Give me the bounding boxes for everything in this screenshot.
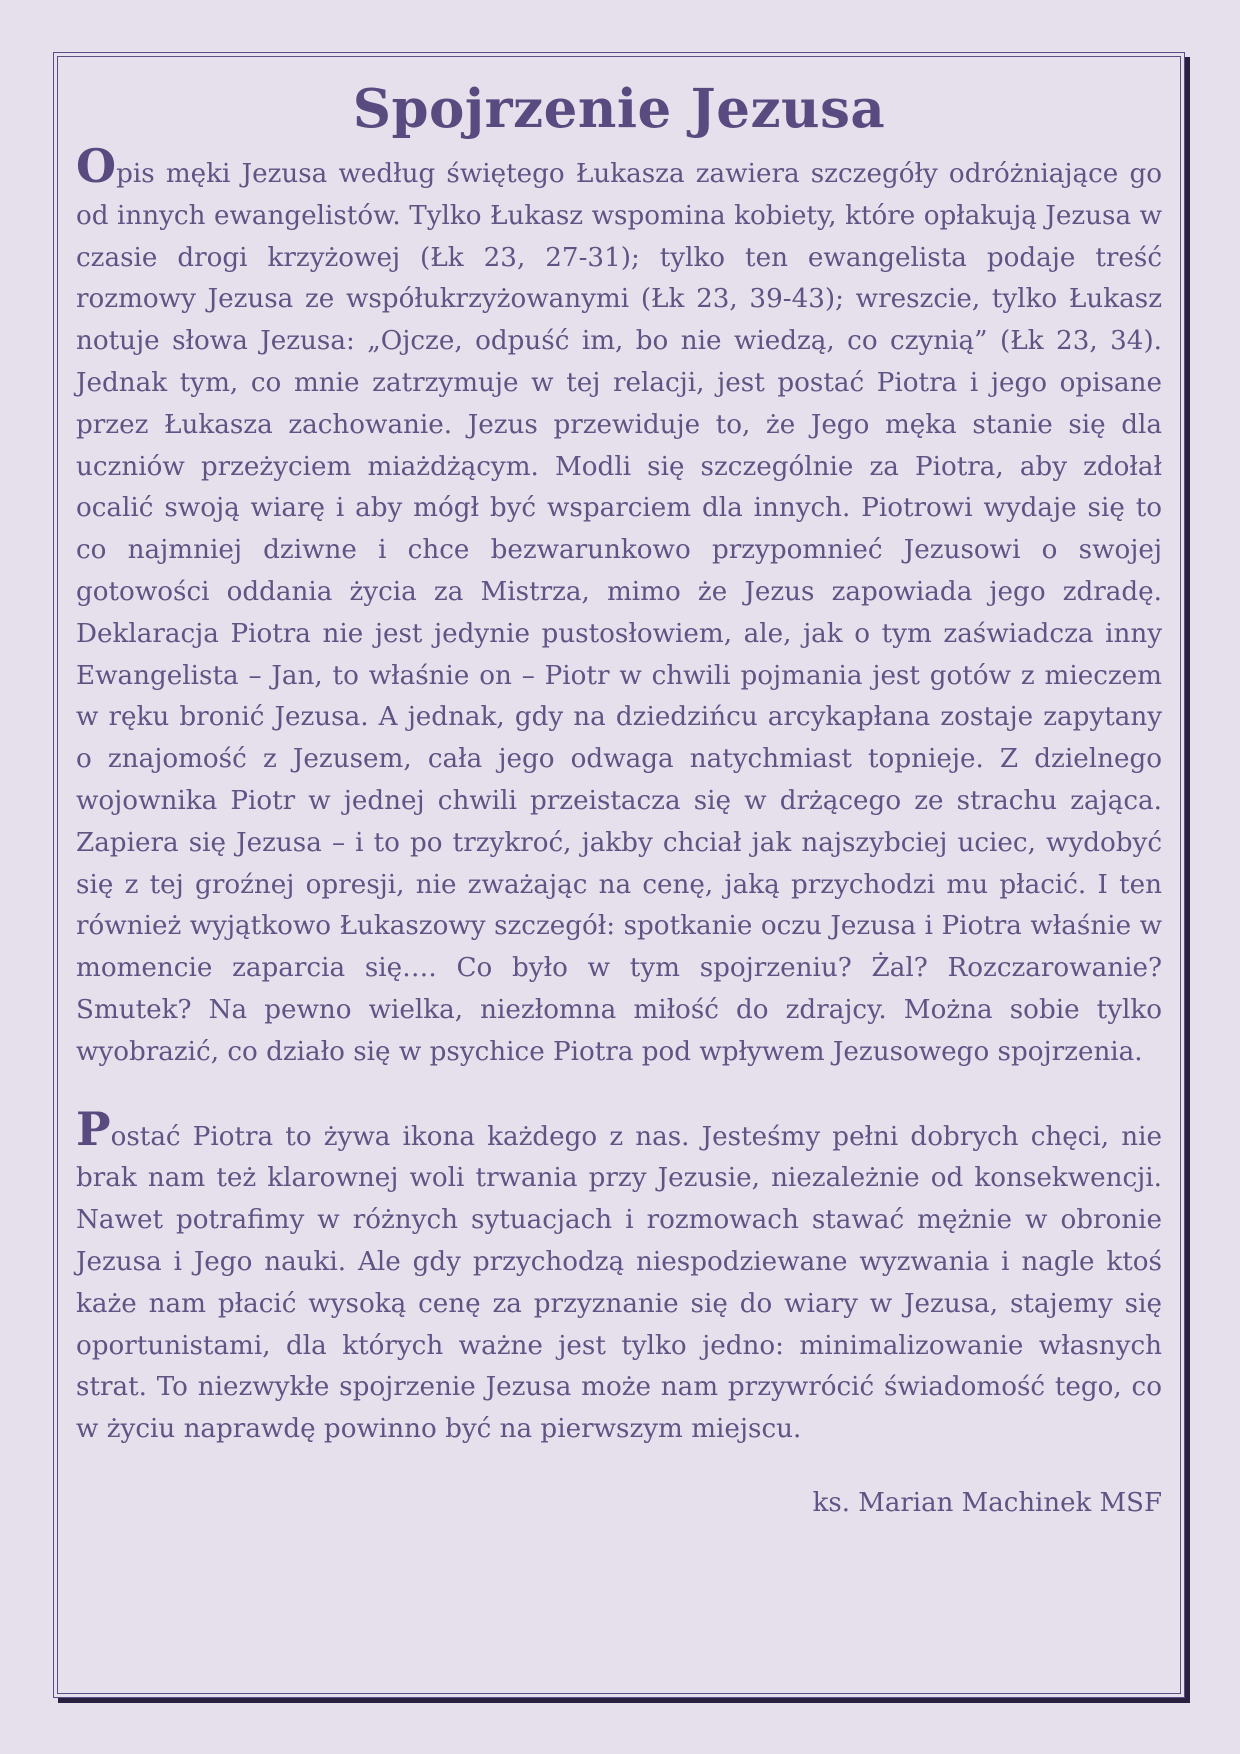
paragraph-1 xyxy=(76,139,1162,1074)
paragraph-2 xyxy=(76,1101,1162,1451)
page-frame-inner xyxy=(57,56,1181,1694)
page-frame xyxy=(53,52,1185,1698)
paragraph-2-text: ostać Piotra to żywa ikona każdego z nas. Jesteśmy pełni dobrych chęci, nie brak nam też klarownej woli trwania przy Jezusie, niezależnie od konsekwencji. Nawet potrafimy w różnych sytuacjach i rozmowach stawać mężnie w obronie Jezusa i Jego nauki. Ale gdy przychodzą niespodziewane wyzwania i nagle ktoś każe nam płacić wysoką cenę za przyznanie się do wiary w Jezusa, stajemy się oportunistami, dla których ważne jest tylko jedno: minimalizowanie własnych strat. To niezwykłe spojrzenie Jezusa może nam przywrócić świadomość tego, co w życiu naprawdę powinno być na pierwszym miejscu. xyxy=(76,1121,1162,1445)
page-title: Spojrzenie Jezusa xyxy=(352,78,886,140)
dropcap-1: O xyxy=(76,139,117,193)
dropcap-2: P xyxy=(76,1101,111,1156)
author-signature: ks. Marian Machinek MSF xyxy=(812,1487,1162,1518)
paragraph-1-text: pis męki Jezusa według świętego Łukasza zawiera szczegóły odróżniające go od innych ewangelistów. Tylko Łukasz wspomina kobiety, które opłakują Jezusa w czasie drogi krzyżowej (Łk 23, 27-31); tylko ten ewangelista podaje treść rozmowy Jezusa ze współukrzyżowanymi (Łk 23, 39-43); wreszcie, tylko Łukasz notuje słowa Jezusa: „Ojcze, odpuść im, bo nie wiedzą, co czynią” (Łk 23, 34). Jednak tym, co mnie zatrzymuje w tej relacji, jest postać Piotra i jego opisane przez Łukasza zachowanie. Jezus przewiduje to, że Jego męka stanie się dla uczniów przeżyciem miażdżącym. Modli się szczególnie za Piotra, aby zdołał ocalić swoją wiarę i aby mógł być wsparciem dla innych. Piotrowi wydaje się to co najmniej dziwne i chce bezwarunkowo przypomnieć Jezusowi o swojej gotowości oddania życia za Mistrza, mimo że Jezus zapowiada jego zdradę. Deklaracja Piotra nie jest jedynie pustosłowiem, ale, jak o tym zaświadcza inny Ewangelista – Jan, to właśnie on – Piotr w chwili pojmania jest gotów z mieczem w ręku bronić Jezusa. A jednak, gdy na dziedzińcu arcykapłana zostaje zapytany o znajomość z Jezusem, cała jego odwaga natychmiast topnieje. Z dzielnego wojownika Piotr w jednej chwili przeistacza się w drżącego ze strachu zająca. Zapiera się Jezusa – i to po trzykroć, jakby chciał jak najszybciej uciec, wydobyć się z tej groźnej opresji, nie zważając na cenę, jaką przychodzi mu płacić. I ten również wyjątkowo Łukaszowy szczegół: spotkanie oczu Jezusa i Piotra właśnie w momencie zaparcia się…. Co było w tym spojrzeniu? Żal? Rozczarowanie? Smutek? Na pewno wielka, niezłomna miłość do zdrajcy. Można sobie tylko wyobrazić, co działo się w psychice Piotra pod wpływem Jezusowego spojrzenia. xyxy=(76,159,1162,1067)
